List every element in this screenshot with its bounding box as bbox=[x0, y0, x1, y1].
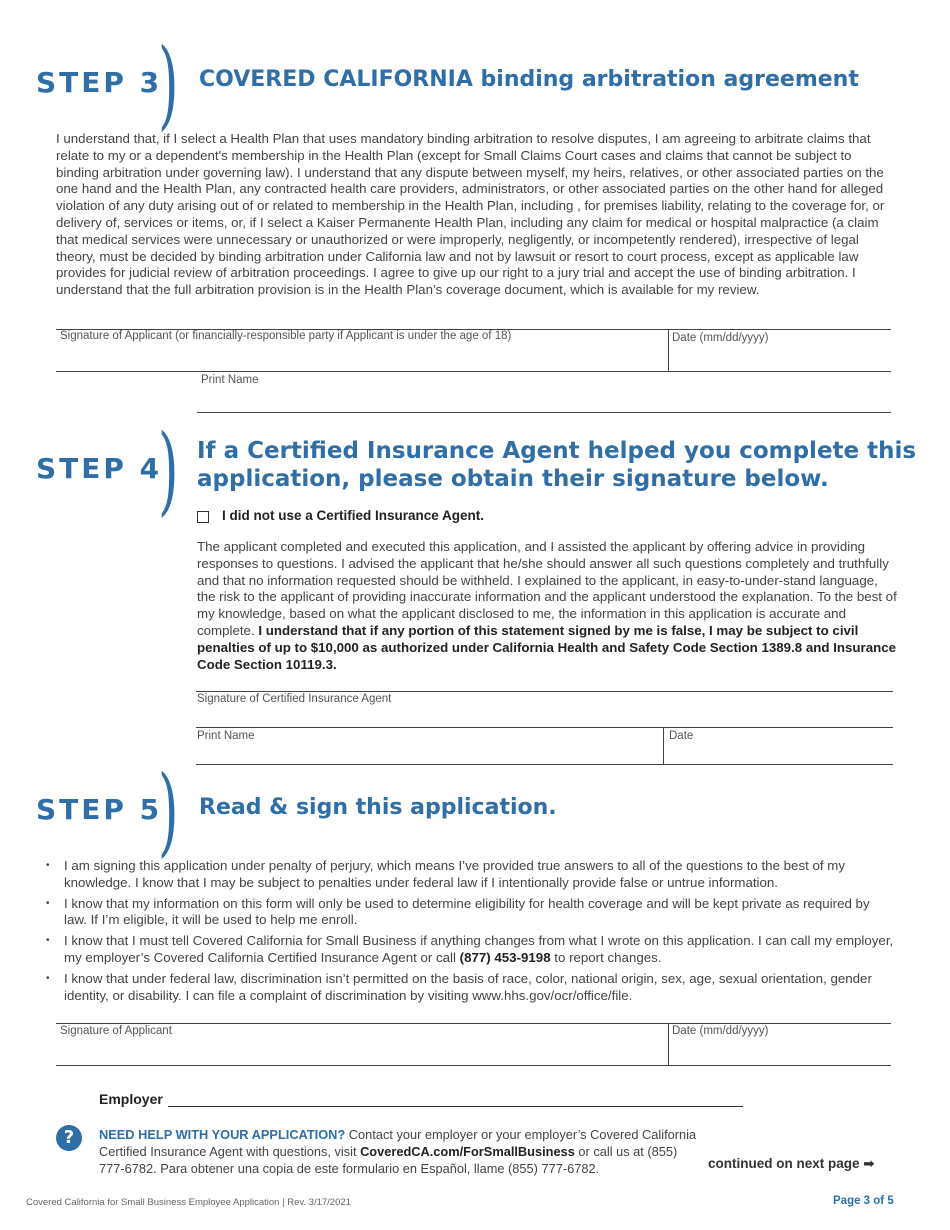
step5-signature-top-line bbox=[56, 1023, 891, 1024]
arbitration-agreement-text: I understand that, if I select a Health Plan that uses mandatory binding arbitration to resolve disputes, I am agreeing to arbitrate claims that relate to my or a dependent's membership in the Health Plan (except for Small Claims Court cases and claims that cannot be subject to binding arbitration under governing law). I understand that any dispute between myself, my heirs, relatives, or other associated parties on the one hand and the Health Plan, any contracted health care providers, administrators, or other associated parties on the other hand for alleged violation of any duty arising out of or related to membership in the Health Plan, including , for premises liability, relating to the coverage for, or delivery of, services or items, or, if I select a Kaiser Permanente Health Plan, including any claim for medical or hospital malpractice (a claim that medical services were unnecessary or unauthorized or were improperly, negligently, or incompetently rendered), irrespective of legal theory, must be decided by binding arbitration under California law and not by lawsuit or resort to court process, except as applicable law provides for judicial review of arbitration proceedings. I agree to give up our right to a jury trial and accept the use of binding arbitration. I understand that the full arbitration provision is in the Health Plan’s coverage document, which is available for my review. bbox=[56, 131, 885, 298]
attestation-text-end: to report changes. bbox=[550, 949, 662, 965]
step5-heading: Read & sign this application. bbox=[199, 795, 557, 820]
help-title: NEED HELP WITH YOUR APPLICATION? bbox=[99, 1127, 346, 1142]
step4-heading bbox=[197, 437, 916, 493]
attestation-item bbox=[46, 971, 896, 1005]
step4-label: STEP 4 bbox=[36, 452, 163, 485]
employer-label: Employer bbox=[99, 1091, 163, 1107]
step4-heading-line2: application, please obtain their signature below. bbox=[197, 466, 829, 492]
step5-field-divider bbox=[668, 1023, 669, 1066]
attestation-text: I know that I must tell Covered California for Small Business if anything changes from what I wrote on this application. I can call my employer, my employer’s Covered California Certified Insurance Agent or call bbox=[64, 933, 894, 965]
step4-heading-line1: If a Certified Insurance Agent helped you complete this bbox=[197, 438, 917, 464]
agent-statement-bold: I understand that if any portion of this statement signed by me is false, I may be subject to civil penalties of up to $10,000 as authorized under California Health and Safety Code Section 1389.8 and Insurance Code Section 10119.3. bbox=[197, 622, 897, 672]
step3-signature-bottom-line bbox=[56, 371, 891, 372]
no-agent-checkbox-label: I did not use a Certified Insurance Agent. bbox=[222, 508, 485, 523]
agent-field-divider bbox=[663, 727, 664, 764]
attestation-item bbox=[46, 858, 896, 892]
step5-label: STEP 5 bbox=[36, 793, 163, 826]
bullet-marker: • bbox=[46, 860, 50, 871]
help-text bbox=[99, 1127, 699, 1177]
step3-label: STEP 3 bbox=[36, 66, 163, 99]
step4-bracket: ) bbox=[158, 414, 179, 526]
employer-field[interactable] bbox=[168, 1106, 743, 1107]
footer-text: Covered California for Small Business Employee Application | Rev. 3/17/2021 bbox=[26, 1197, 351, 1208]
continued-note bbox=[708, 1156, 875, 1172]
agent-statement-text bbox=[197, 539, 897, 673]
agent-print-name-top-line bbox=[196, 727, 893, 728]
step5-signature-bottom-line bbox=[56, 1065, 891, 1066]
page-number: Page 3 of 5 bbox=[833, 1195, 894, 1207]
attestation-list bbox=[46, 858, 896, 1008]
report-changes-phone: (877) 453-9198 bbox=[459, 949, 551, 965]
attestation-item bbox=[46, 896, 896, 930]
attestation-text: I know that under federal law, discrimination isn’t permitted on the basis of race, color, national origin, sex, age, sexual orientation, gender identity, or disability. I can file a complaint of discrimination by visiting www.hhs.gov/ocr/office/file. bbox=[64, 970, 872, 1003]
agent-statement-regular: The applicant completed and executed this application, and I assisted the applicant by offering advice in providing responses to questions. I advised the applicant that he/she should answer all such questions completely and truthfully and that no information requested should be withheld. I explained to the applicant, in easy-to-under-stand language, the risk to the applicant of providing inaccurate information and the applicant understood the explanation. To the best of my knowledge, based on what the applicant disclosed to me, the information in this application is accurate and complete. bbox=[197, 539, 897, 638]
step5-date-field[interactable]: Date (mm/dd/yyyy) bbox=[672, 1025, 769, 1037]
step3-print-name-line bbox=[197, 412, 891, 413]
help-text-part2: or call us at (855) 777-6782. Para obtener una copia de este formulario en Español, llame (855) 777-6782. bbox=[99, 1143, 678, 1176]
bullet-marker: • bbox=[46, 972, 50, 984]
applicant-print-name-field[interactable]: Print Name bbox=[201, 374, 259, 386]
applicant-date-field[interactable]: Date (mm/dd/yyyy) bbox=[672, 332, 769, 344]
agent-signature-top-line bbox=[196, 691, 893, 692]
continued-text: continued on next page bbox=[708, 1156, 860, 1171]
step5-bracket: ) bbox=[158, 755, 179, 867]
bullet-marker: • bbox=[46, 935, 50, 947]
bullet-marker: • bbox=[46, 897, 50, 909]
no-agent-checkbox[interactable] bbox=[197, 511, 209, 523]
attestation-item bbox=[46, 933, 896, 967]
agent-bottom-line bbox=[196, 764, 893, 765]
applicant-signature-field[interactable]: Signature of Applicant (or financially-responsible party if Applicant is under the age of 18) bbox=[60, 330, 512, 342]
attestation-text: I know that my information on this form will only be used to determine eligibility for health coverage and will be kept private as required by law. If I’m eligible, it will be used to help me enroll. bbox=[64, 895, 870, 928]
attestation-text: I am signing this application under penalty of perjury, which means I’ve provided true answers to all of the questions to the best of my knowledge. I know that I may be subject to penalties under federal law if I intentionally provide false or untrue information. bbox=[64, 858, 845, 890]
right-arrow-icon: ➡ bbox=[863, 1156, 875, 1171]
agent-date-field[interactable]: Date bbox=[669, 730, 694, 742]
agent-print-name-field[interactable]: Print Name bbox=[197, 730, 255, 742]
help-text-part1: Contact your employer or your employer’s Covered California Certified Insurance Agent with questions, visit bbox=[99, 1127, 697, 1159]
agent-signature-field[interactable]: Signature of Certified Insurance Agent bbox=[197, 693, 392, 705]
step3-bracket: ) bbox=[158, 28, 179, 140]
step3-heading: COVERED CALIFORNIA binding arbitration agreement bbox=[199, 67, 859, 92]
question-icon: ? bbox=[56, 1125, 82, 1151]
step5-signature-field[interactable]: Signature of Applicant bbox=[60, 1025, 172, 1037]
step3-field-divider bbox=[668, 329, 669, 372]
help-link[interactable]: CoveredCA.com/ForSmallBusiness bbox=[360, 1143, 575, 1159]
